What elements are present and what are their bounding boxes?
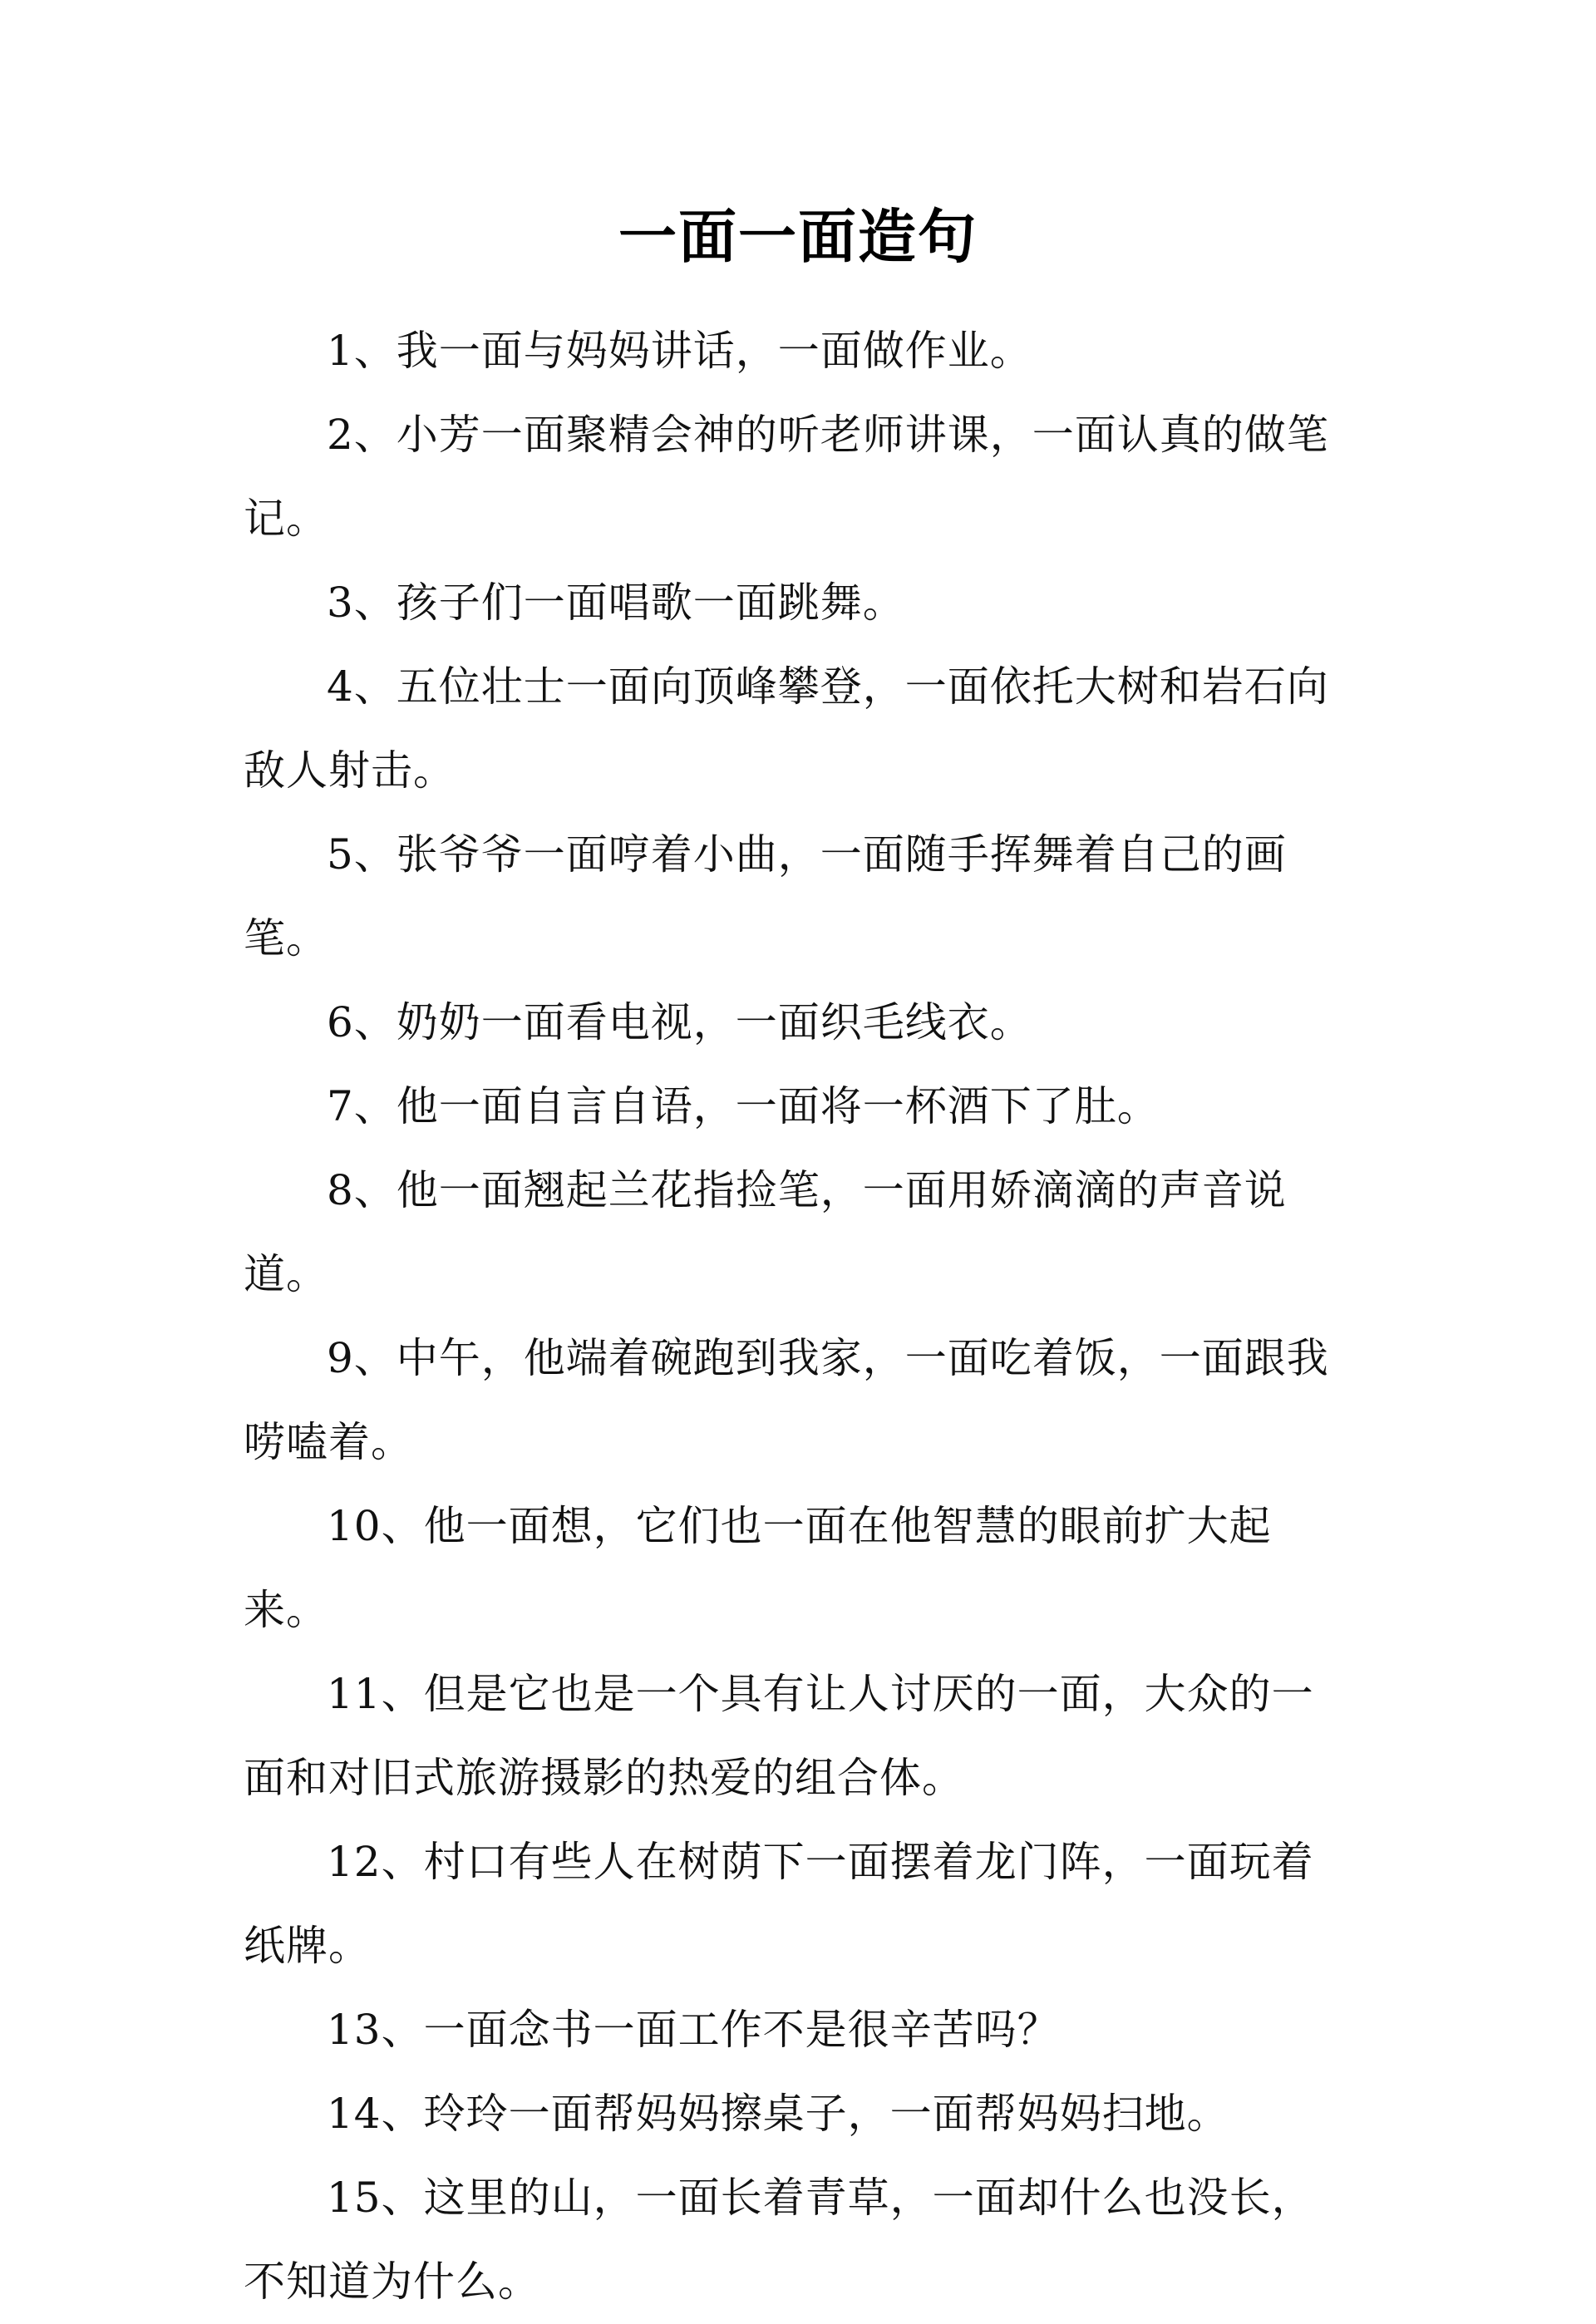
sentence-item: 5、张爷爷一面哼着小曲，一面随手挥舞着自己的画笔。 (244, 830, 1287, 963)
sentence-item: 9、中午，他端着碗跑到我家，一面吃着饭，一面跟我唠嗑着。 (244, 1334, 1329, 1466)
sentence-item: 12、村口有些人在树荫下一面摆着龙门阵，一面玩着纸牌。 (244, 1838, 1314, 1970)
sentence-item: 1、我一面与妈妈讲话，一面做作业。 (327, 327, 1032, 375)
sentence-item: 14、玲玲一面帮妈妈擦桌子，一面帮妈妈扫地。 (327, 2090, 1229, 2138)
sentence-item: 8、他一面翘起兰花指捡笔，一面用娇滴滴的声音说道。 (244, 1166, 1287, 1298)
sentence-item: 6、奶奶一面看电视，一面织毛线衣。 (327, 998, 1032, 1046)
sentence-item: 10、他一面想，它们也一面在他智慧的眼前扩大起来。 (244, 1502, 1272, 1634)
sentence-item: 15、这里的山，一面长着青草，一面却什么也没长，不知道为什么。 (244, 2174, 1314, 2306)
sentence-item: 4、五位壮士一面向顶峰攀登，一面依托大树和岩石向敌人射击。 (244, 662, 1329, 795)
sentence-item: 3、孩子们一面唱歌一面跳舞。 (327, 579, 905, 627)
sentence-item: 7、他一面自言自语，一面将一杯酒下了肚。 (327, 1082, 1160, 1130)
sentence-item: 2、小芳一面聚精会神的听老师讲课，一面认真的做笔记。 (244, 411, 1329, 543)
sentence-item: 13、一面念书一面工作不是很辛苦吗？ (327, 2006, 1060, 2054)
sentence-list (244, 309, 1356, 2324)
page-title: 一面一面造句 (618, 203, 978, 271)
sentence-item: 11、但是它也是一个具有让人讨厌的一面，大众的一面和对旧式旅游摄影的热爱的组合体。 (244, 1670, 1314, 1802)
